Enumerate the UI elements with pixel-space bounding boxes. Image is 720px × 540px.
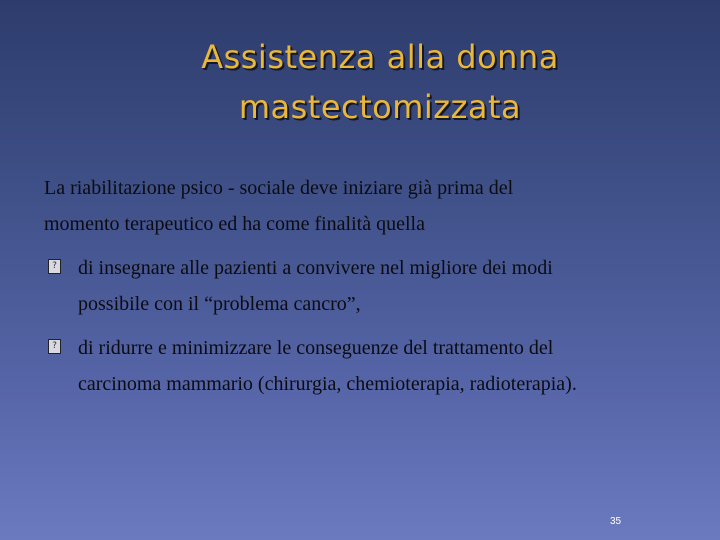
missing-glyph-box-icon: ?: [48, 339, 61, 354]
page-number: 35: [610, 516, 622, 527]
bullet-item-2: [44, 330, 694, 402]
slide-title: [0, 32, 720, 132]
bullet-text-1: [78, 250, 694, 322]
slide-title-line-2: mastectomizzata: [238, 88, 522, 126]
missing-glyph-box-icon: ?: [48, 259, 61, 274]
bullet-item-1: [44, 250, 694, 322]
slide-title-line-1: Assistenza alla donna: [201, 38, 559, 76]
bullet-2-line-1: di ridurre e minimizzare le conseguenze del trattamento del: [78, 337, 554, 359]
bullet-2-line-2: carcinoma mammario (chirurgia, chemioterapia, radioterapia).: [78, 373, 577, 395]
intro-line-2: momento terapeutico ed ha come finalità quella: [44, 213, 425, 235]
intro-line-1: La riabilitazione psico - sociale deve iniziare già prima del: [44, 177, 514, 199]
bullet-text-2: [78, 330, 694, 402]
bullet-1-line-2: possibile con il “problema cancro”,: [78, 293, 361, 315]
slide-body: [44, 170, 694, 402]
intro-paragraph: [44, 170, 694, 242]
bullet-1-line-1: di insegnare alle pazienti a convivere nel migliore dei modi: [78, 257, 553, 279]
